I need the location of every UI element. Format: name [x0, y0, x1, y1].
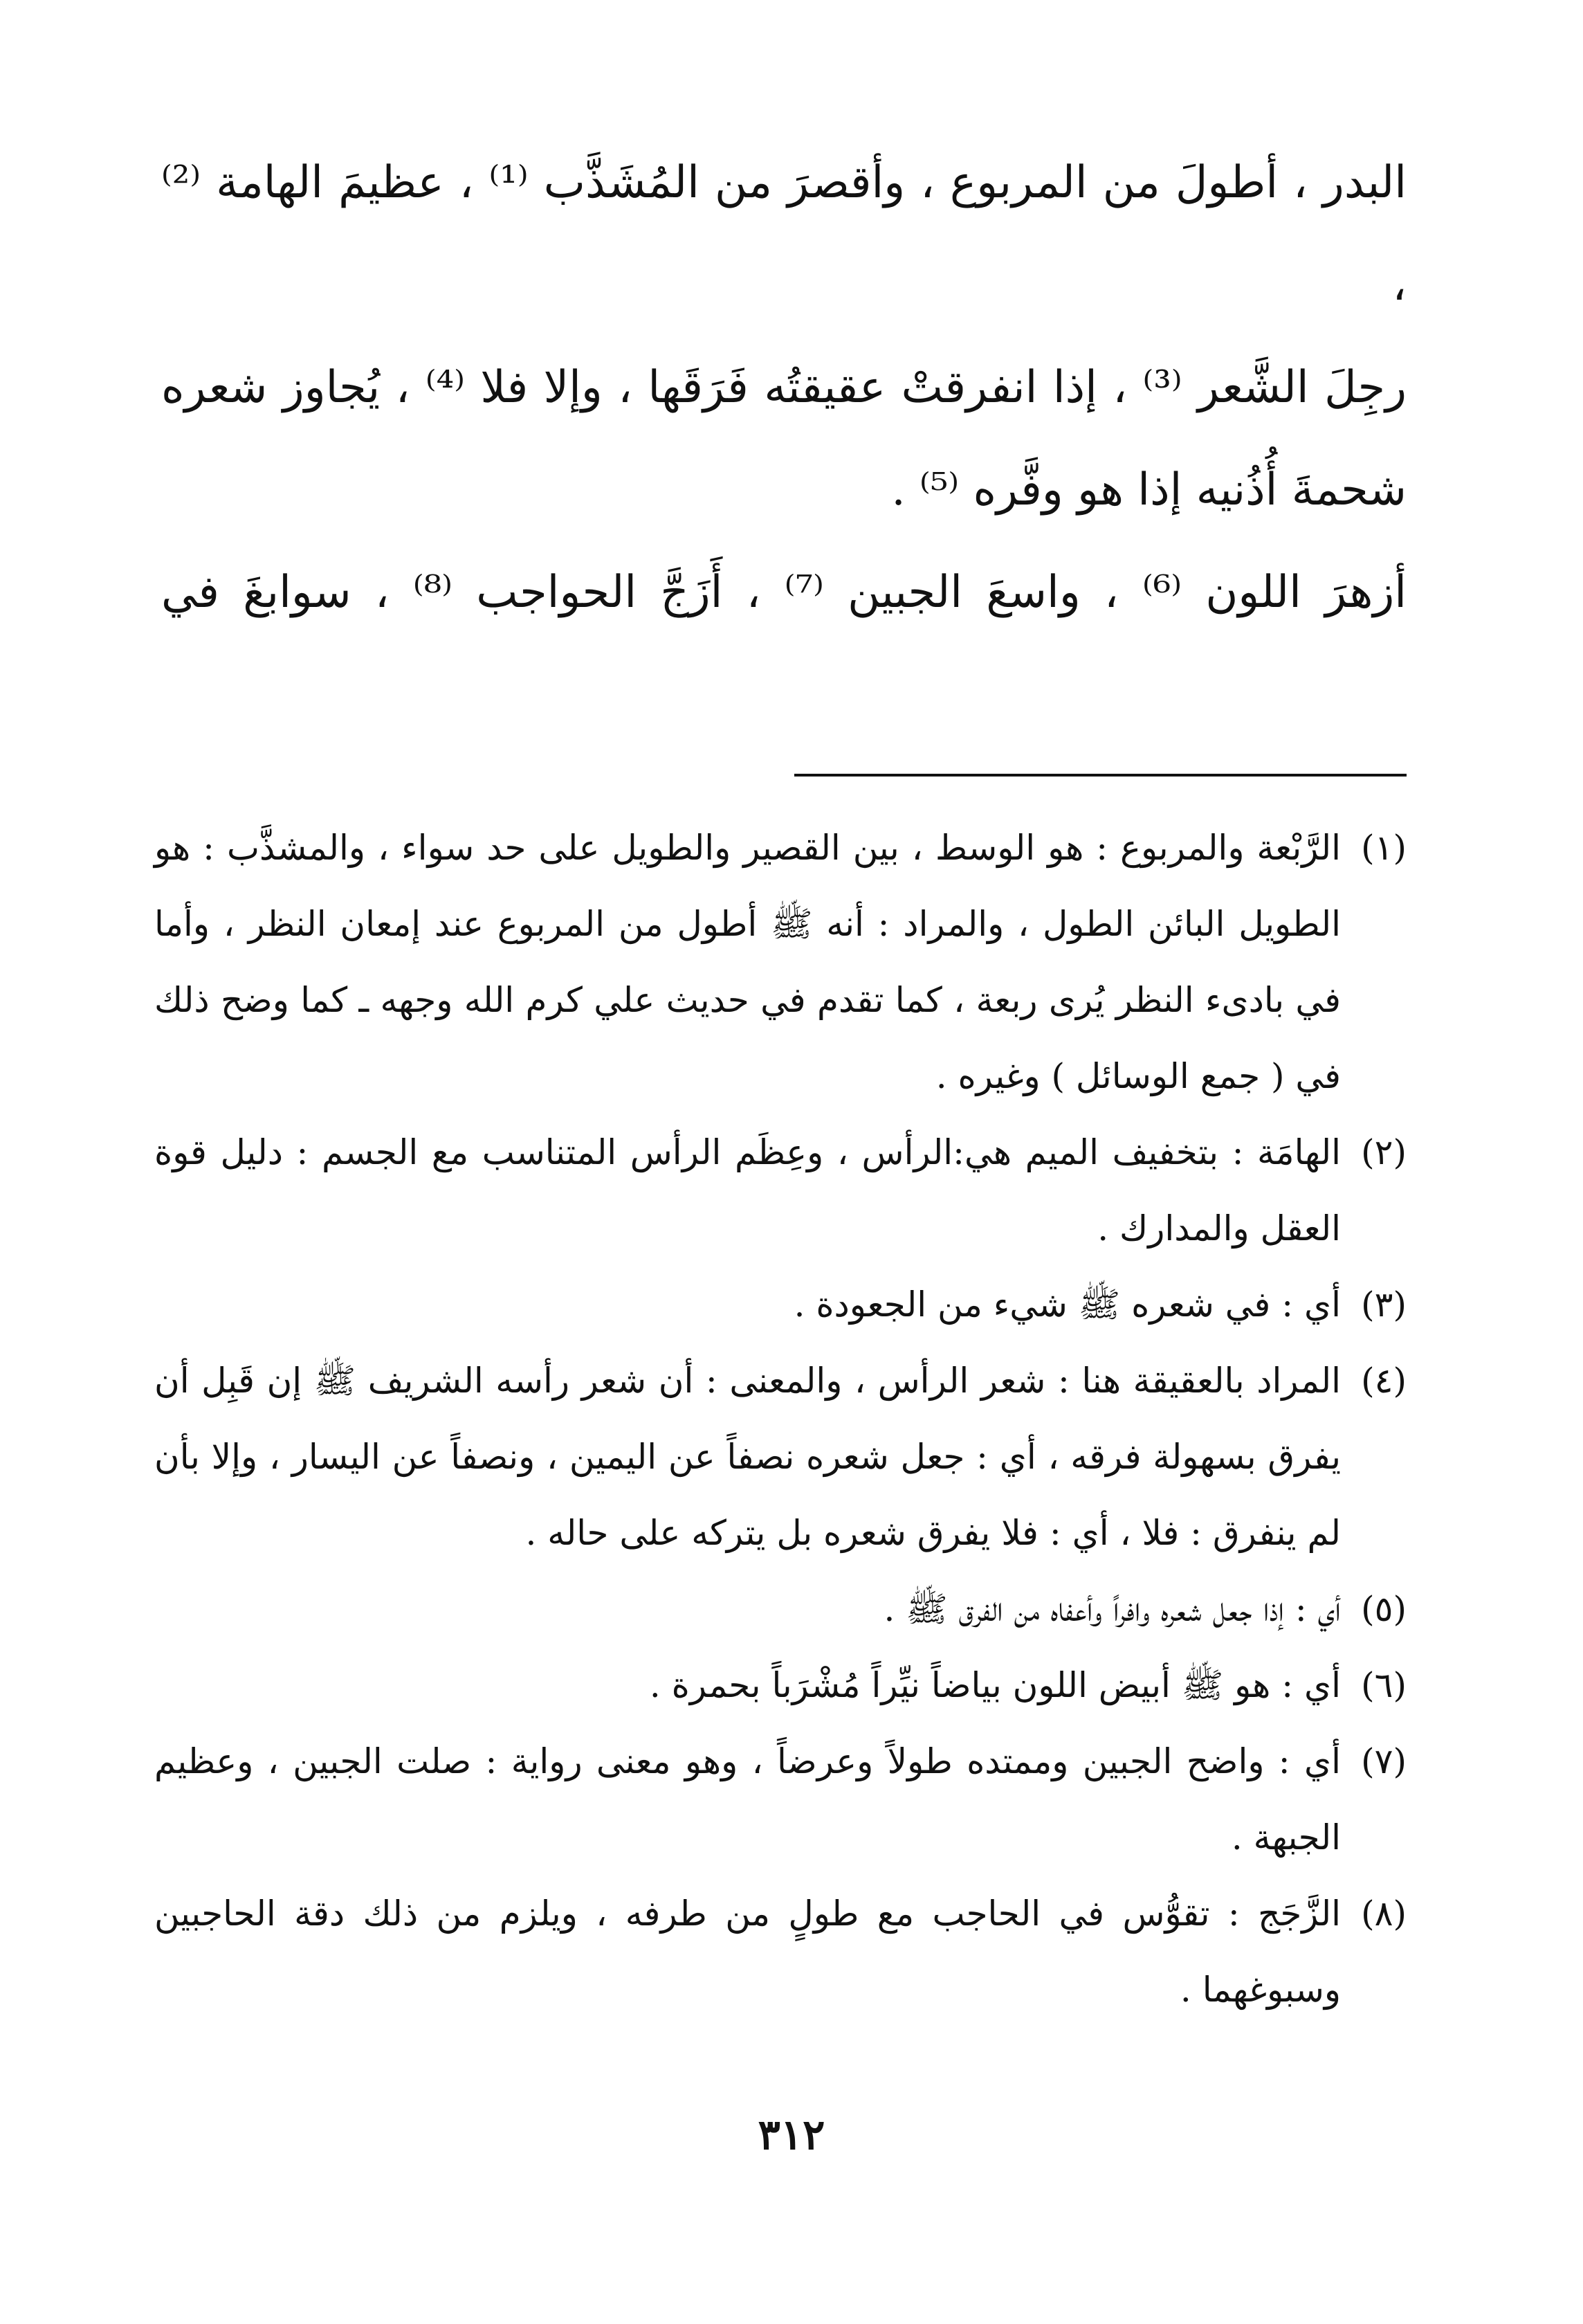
page-number: ٣١٢: [758, 2111, 825, 2159]
main-text-line-3: شحمةَ أُذُنيه إذا هو وفَّره ⁽⁵⁾ .: [891, 464, 1407, 516]
footnote-1: [154, 810, 1407, 1114]
footnote-number: (٦): [1361, 1665, 1407, 1705]
main-text: [161, 131, 1407, 644]
footnote-7: [154, 1723, 1407, 1876]
footnote-number: (٨): [1361, 1894, 1407, 1934]
footnote-6: [154, 1647, 1407, 1723]
footnote-text: الهامَة : بتخفيف الميم هي:الرأس ، وعِظَم الرأس المتناسب مع الجسم : دليل قوة العقل والمدارك .: [154, 1132, 1341, 1249]
footnote-3: [154, 1267, 1407, 1343]
footnote-text: أي : إذا جعل شعره وافراً وأعفاه من الفرق ﷺ .: [884, 1589, 1341, 1629]
footnote-text: المراد بالعقيقة هنا : شعر الرأس ، والمعنى : أن شعر رأسه الشريف ﷺ إن قَبِل أن يفرق بسهولة فرقه ، أي : جعل شعره نصفاً عن اليمين ، ونصفاً عن اليسار ، وإلا بأن لم ينفرق : فلا ، أي : فلا يفرق شعره بل يتركه على حاله .: [154, 1361, 1341, 1553]
footnote-8: [154, 1876, 1407, 2028]
footnote-number: (٢): [1361, 1132, 1407, 1172]
main-text-line-2: رجِلَ الشَّعر ⁽³⁾ ، إذا انفرقتْ عقيقتُه فَرَقَها ، وإلا فلا ⁽⁴⁾ ، يُجاوز شعره: [161, 362, 1407, 413]
footnote-number: (٥): [1361, 1589, 1407, 1629]
footnote-text: أي : هو ﷺ أبيض اللون بياضاً نيِّراً مُشْرَباً بحمرة .: [649, 1665, 1341, 1705]
footnote-4: [154, 1343, 1407, 1571]
footnote-separator-rule: [794, 774, 1407, 777]
footnote-text: الزَّجَج : تقوُّس في الحاجب مع طولٍ من طرفه ، ويلزم من ذلك دقة الحاجبين وسبوغهما .: [154, 1894, 1341, 2010]
main-text-paragraph-2: أزهرَ اللون ⁽⁶⁾ ، واسعَ الجبين ⁽⁷⁾ ، أَزَجَّ الحواجب ⁽⁸⁾ ، سوابغَ في: [161, 567, 1407, 618]
footnote-text: الرَّبْعة والمربوع : هو الوسط ، بين القصير والطويل على حد سواء ، والمشذَّب : هو الطويل البائن الطول ، والمراد : أنه ﷺ أطول من المربوع عند إمعان النظر ، وأما في بادىء النظر يُرى ربعة ، كما تقدم في حديث علي كرم الله وجهه ـ كما وضح ذلك في ( جمع الوسائل ) وغيره .: [154, 828, 1342, 1096]
footnote-number: (١): [1361, 828, 1407, 868]
footnotes: [154, 810, 1407, 2028]
footnote-5: [154, 1571, 1407, 1647]
footnote-2: [154, 1114, 1407, 1267]
footnote-text: أي : واضح الجبين وممتده طولاً وعرضاً ، وهو معنى رواية : صلت الجبين ، وعظيم الجبهة .: [154, 1741, 1341, 1858]
footnote-number: (٣): [1361, 1284, 1407, 1325]
footnote-number: (٧): [1361, 1741, 1407, 1781]
main-text-line-1: البدر ، أطولَ من المربوع ، وأقصرَ من المُشَذَّب ⁽¹⁾ ، عظيمَ الهامة ⁽²⁾ ،: [161, 157, 1407, 311]
footnote-text: أي : في شعره ﷺ شيء من الجعودة .: [794, 1284, 1341, 1325]
footnote-number: (٤): [1361, 1361, 1407, 1401]
